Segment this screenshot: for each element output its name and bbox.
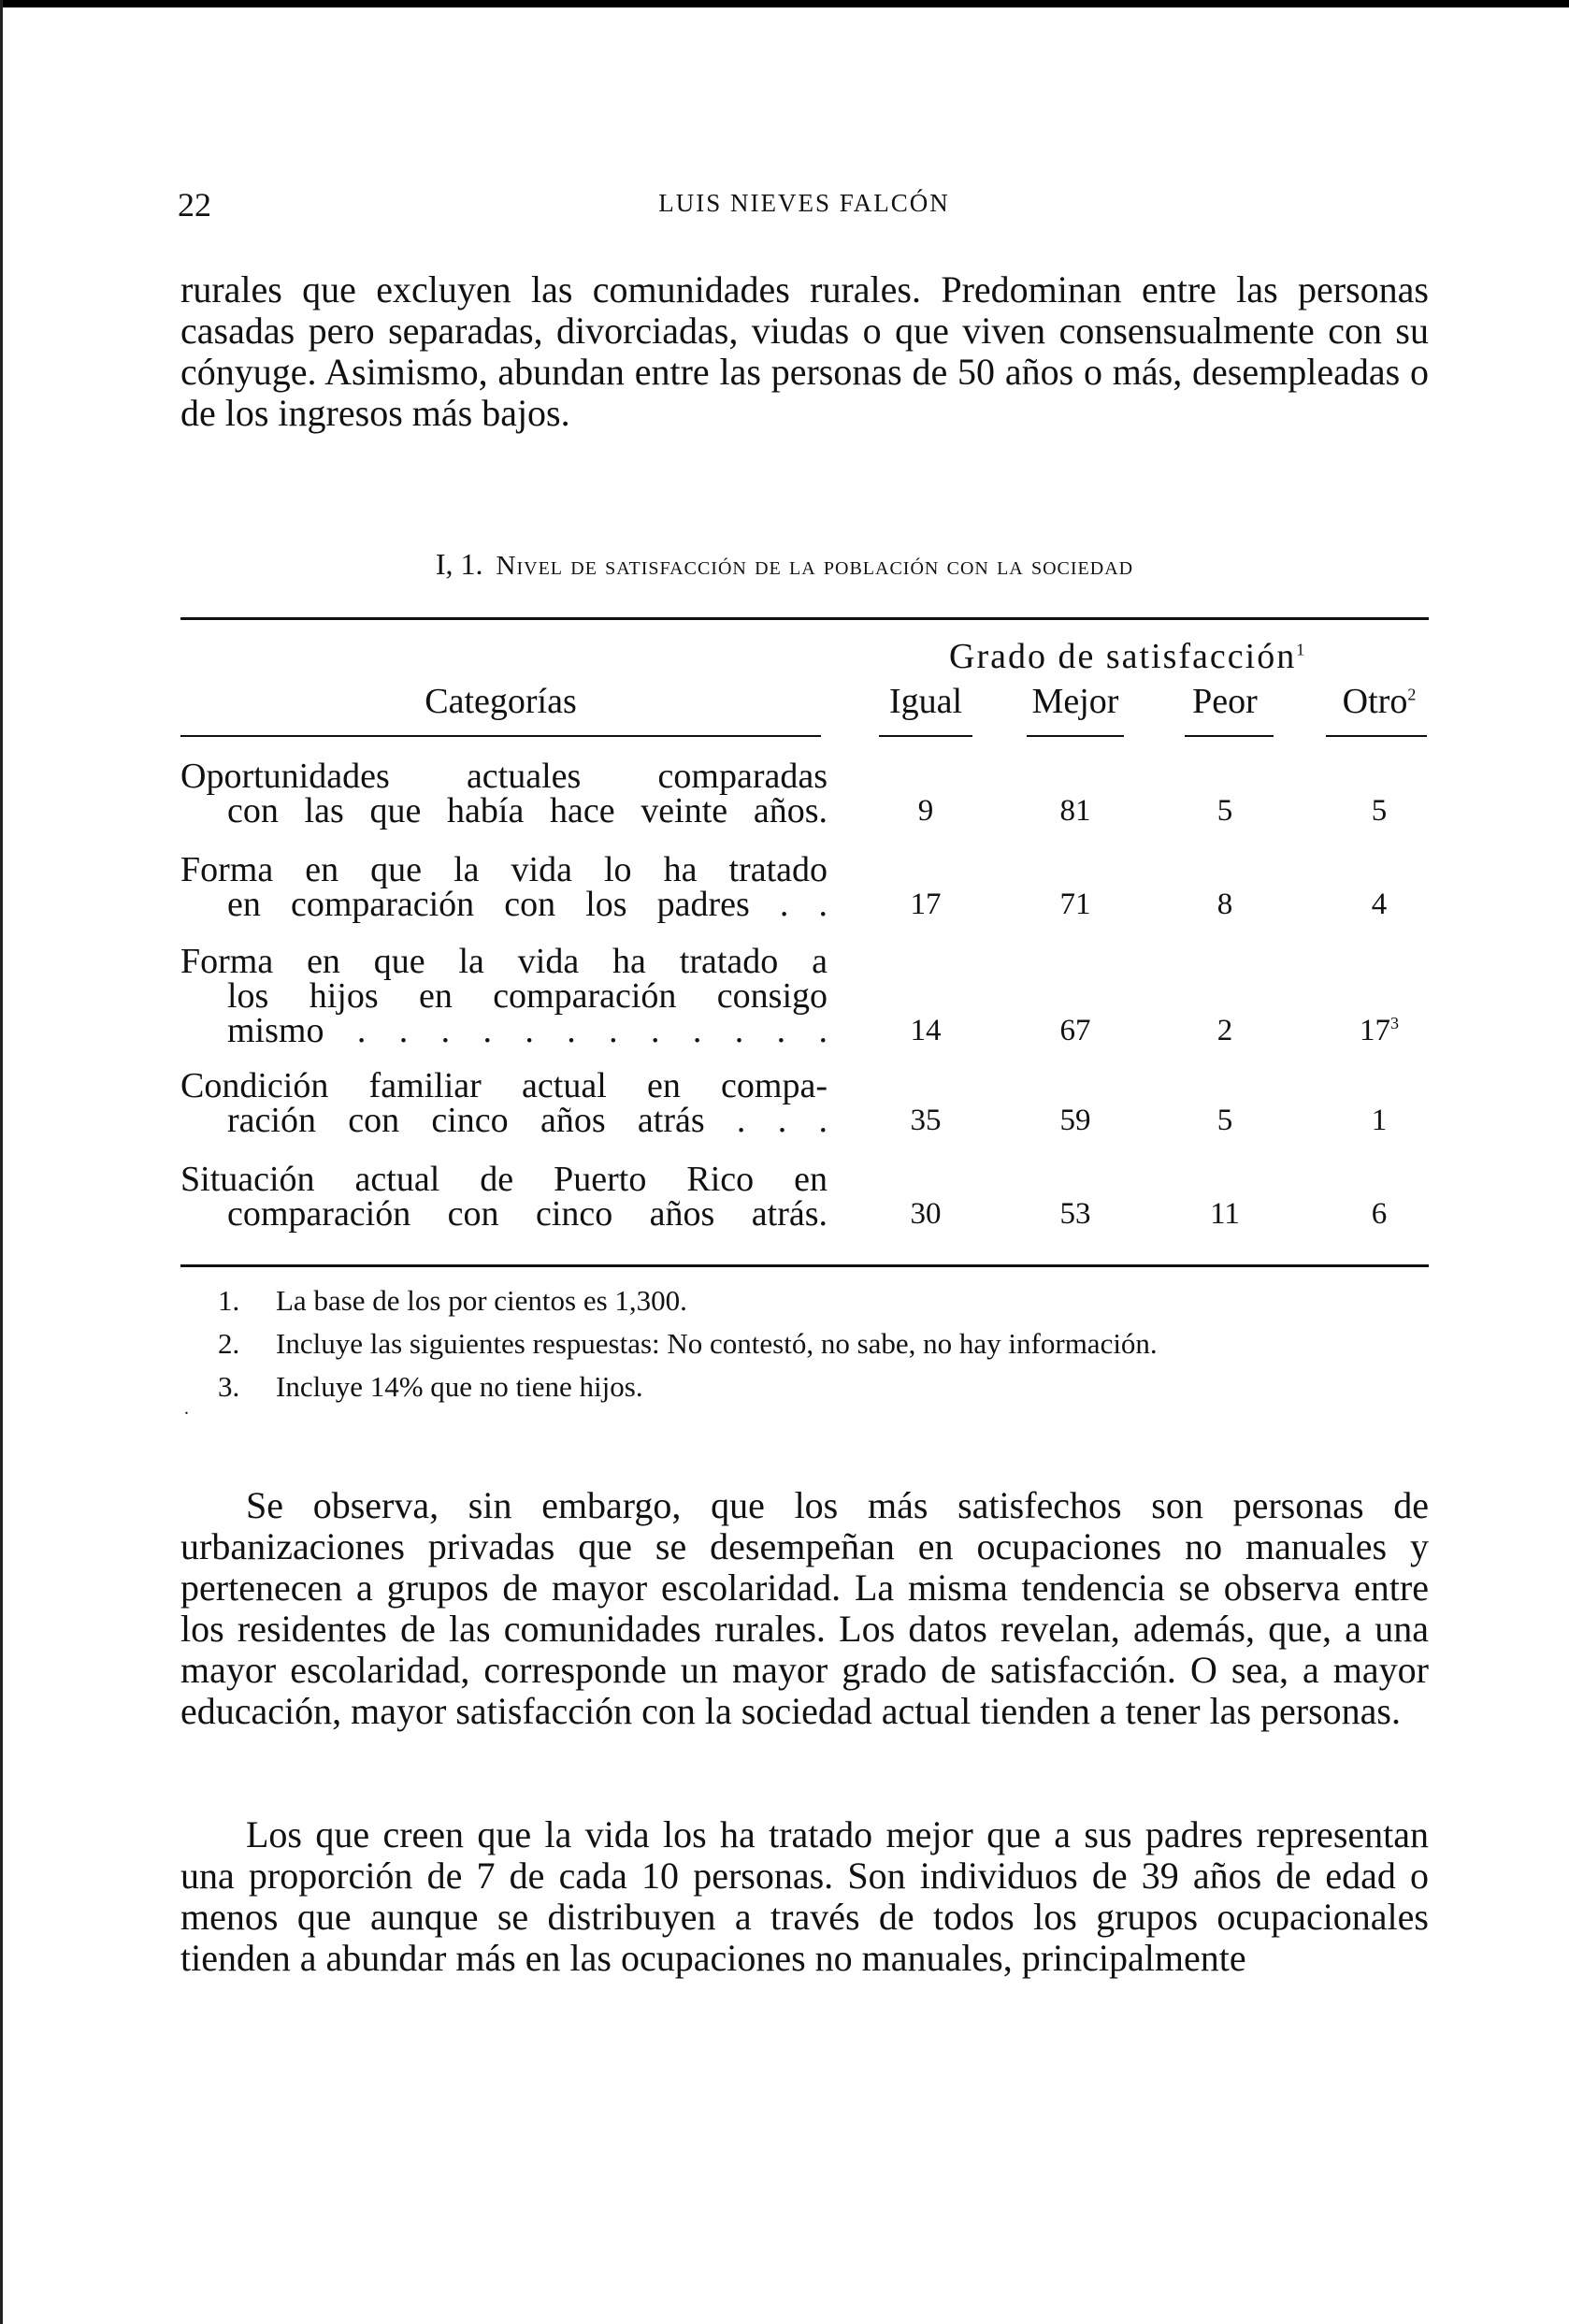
- mejor-underline: [1027, 735, 1124, 737]
- scan-left-border: [0, 0, 3, 2324]
- cell-otro: 6: [1371, 1197, 1388, 1231]
- scan-top-border: [0, 0, 1569, 7]
- cell-mejor: 81: [1059, 794, 1091, 828]
- cell-otro: 4: [1371, 888, 1388, 921]
- otro-footnote-mark: 2: [1407, 685, 1417, 704]
- column-header-mejor: Mejor: [1031, 682, 1119, 721]
- cell-igual: 14: [910, 1014, 942, 1047]
- row-label: Forma en que la vida ha tratado a los hijos en comparación consigo mismo . . . . . . . . . . . .: [180, 942, 828, 1050]
- cell-otro: 5: [1371, 794, 1388, 828]
- paragraph-intro: rurales que excluyen las comunidades rurales. Predominan entre las personas casadas pero separadas, divorciadas, viudas o que viven consensualmente con su cónyuge. Asimismo, abundan entre las personas de 50 años o más, desempleadas o de los ingresos más bajos.: [180, 268, 1429, 434]
- grado-header-text: Grado de satisfacción: [949, 637, 1297, 676]
- paragraph-2: Se observa, sin embargo, que los más satisfechos son personas de urbanizaciones privadas que se desempeñan en ocupaciones no manuales y pertenecen a grupos de mayor escolaridad. La misma tendencia se observa entre los residentes de las comunidades rurales. Los datos revelan, además, que, a una mayor escolaridad, corresponde un mayor grado de satisfacción. O sea, a mayor educación, mayor satisfacción con la sociedad actual tienden a tener las personas.: [180, 1484, 1429, 1732]
- table-top-rule: [180, 617, 1429, 620]
- row-label: Condición familiar actual en compa- ración con cinco años atrás . . .: [180, 1066, 828, 1140]
- row-footnote-mark: 3: [1390, 1014, 1399, 1032]
- cell-igual: 35: [910, 1104, 942, 1137]
- cell-peor: 5: [1216, 794, 1233, 828]
- cell-igual: 9: [917, 794, 934, 828]
- footnote: 1. La base de los por cientos es 1,300.: [218, 1284, 687, 1317]
- categories-header: Categorías: [425, 682, 577, 721]
- cell-otro: $17^3$: [1360, 1014, 1399, 1047]
- table-caption: Nivel de satisfacción de la población con la sociedad: [496, 551, 1134, 581]
- cell-otro: 1: [1371, 1104, 1388, 1137]
- grado-footnote-mark: 1: [1296, 640, 1307, 659]
- table-bottom-rule: [180, 1264, 1429, 1267]
- otro-underline: [1326, 735, 1427, 737]
- cell-mejor: 71: [1059, 888, 1091, 921]
- row-label: Situación actual de Puerto Rico en comparación con cinco años atrás.: [180, 1160, 828, 1234]
- table-footnotes: [218, 1279, 1433, 1408]
- column-header-otro: Otro$^2$: [1342, 682, 1417, 721]
- grado-header: [949, 636, 1306, 677]
- categories-underline: [180, 735, 821, 737]
- table-title: [0, 547, 1569, 582]
- cell-mejor: 53: [1059, 1197, 1091, 1231]
- igual-underline: [879, 735, 972, 737]
- cell-peor: 8: [1216, 888, 1233, 921]
- footnote: 3. Incluye 14% que no tiene hijos.: [218, 1370, 643, 1403]
- row-label: Forma en que la vida lo ha tratado en comparación con los padres . .: [180, 850, 828, 924]
- cell-igual: 17: [910, 888, 942, 921]
- cell-igual: 30: [910, 1197, 942, 1231]
- footnote: 2. Incluye las siguientes respuestas: No contestó, no sabe, no hay información.: [218, 1327, 1158, 1360]
- cell-peor: 5: [1216, 1104, 1233, 1137]
- table-number: I, 1.: [435, 547, 483, 581]
- page-header: [178, 185, 1431, 232]
- cell-mejor: 67: [1059, 1014, 1091, 1047]
- row-label: Oportunidades actuales comparadas con las que había hace veinte años.: [180, 757, 828, 830]
- cell-peor: 2: [1216, 1014, 1233, 1047]
- paragraph-3: Los que creen que la vida los ha tratado mejor que a sus padres representan una proporción de 7 de cada 10 personas. Son individuos de 39 años de edad o menos que aunque se distribuyen a través de todos los grupos ocupacionales tienden a abundar más en las ocupaciones no manuales, principalmente: [180, 1813, 1429, 1979]
- cell-mejor: 59: [1059, 1104, 1091, 1137]
- column-header-peor: Peor: [1192, 682, 1258, 721]
- cell-peor: 11: [1210, 1197, 1240, 1231]
- running-head: LUIS NIEVES FALCÓN: [658, 189, 950, 217]
- stray-mark: .: [184, 1398, 189, 1419]
- page-number: 22: [178, 186, 211, 224]
- column-header-igual: Igual: [888, 682, 963, 721]
- peor-underline: [1185, 735, 1274, 737]
